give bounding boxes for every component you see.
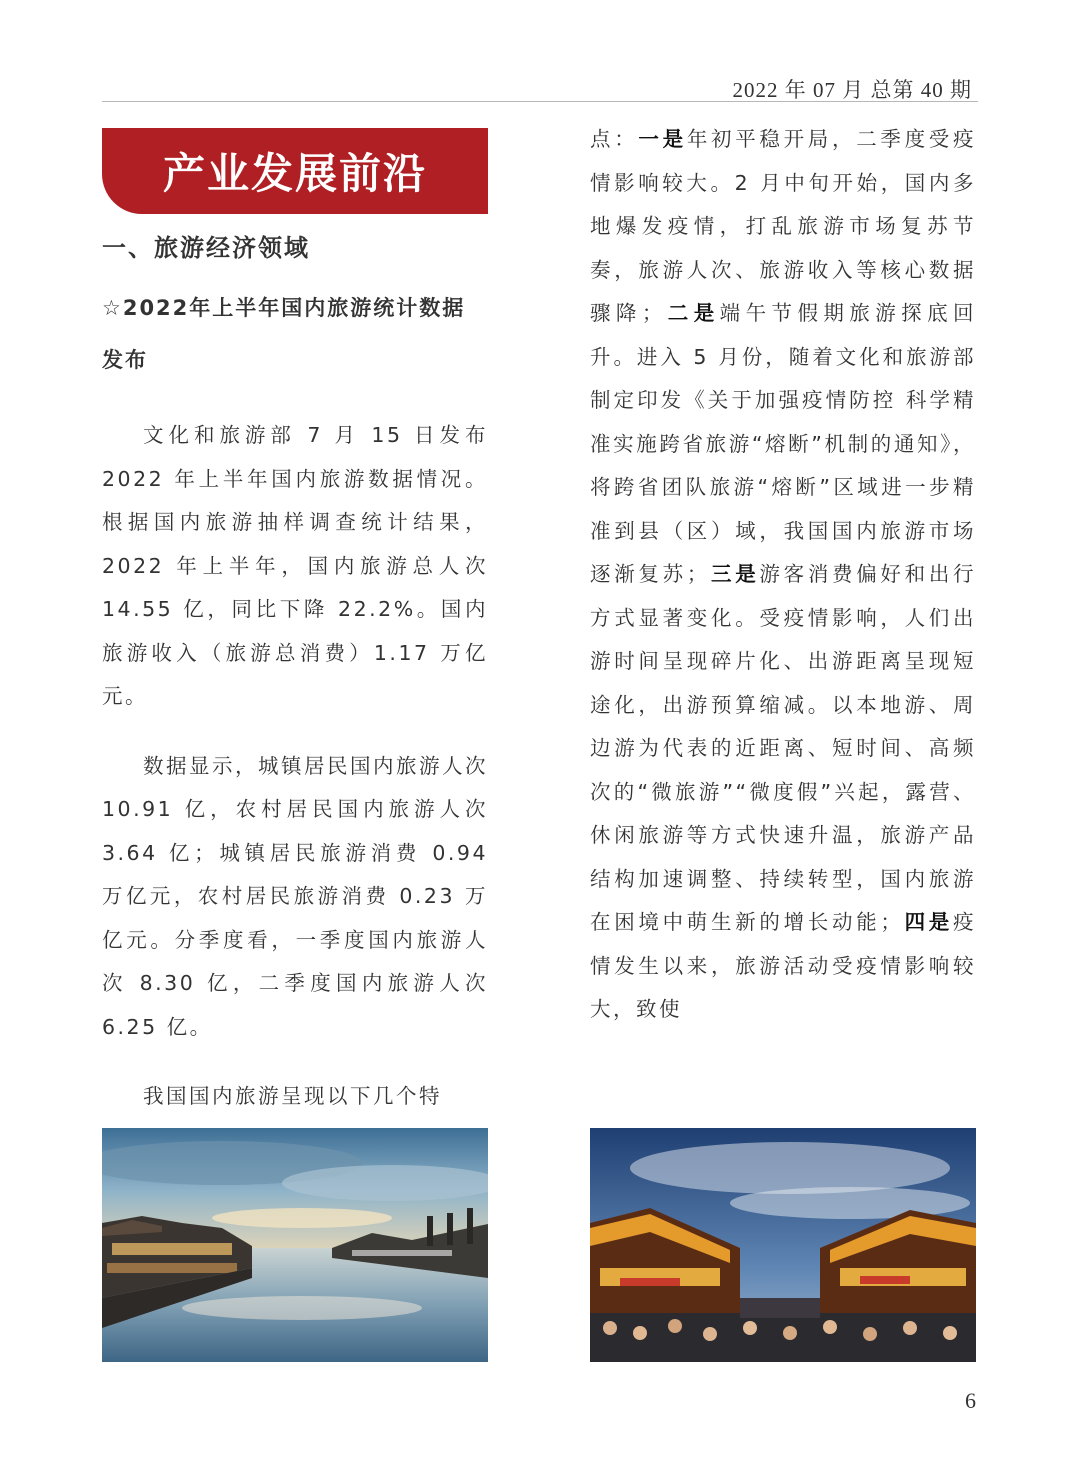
text-run: 点： (590, 127, 639, 151)
paragraph-2: 数据显示，城镇居民国内旅游人次 10.91 亿，农村居民国内旅游人次 3.64 亿；城镇居民旅游消费 0.94 万亿元，农村居民旅游消费 0.23 万亿元。分季度看，一季度国内旅游人次 8.30 亿，二季度国内旅游人次 6.25 亿。 (102, 753, 488, 1039)
article-title: ☆2022年上半年国内旅游统计数据发布 (102, 296, 466, 372)
paragraph-3-continued (590, 118, 976, 1032)
paragraph-1: 文化和旅游部 7 月 15 日发布 2022 年上半年国内旅游数据情况。根据国内旅游抽样调查统计结果，2022 年上半年，国内旅游总人次 14.55 亿，同比下降 22.2%。国内旅游收入（旅游总消费）1.17 万亿元。 (102, 423, 488, 708)
left-column (102, 224, 488, 1119)
issue-header: 2022 年 07 月 总第 40 期 (732, 78, 972, 102)
right-column (590, 118, 976, 1032)
text-run: 游客消费偏好和出行方式显著变化。受疫情影响，人们出游时间呈现碎片化、出游距离呈现短途化，出游预算缩减。以本地游、周边游为代表的近距离、短时间、高频次的“微旅游”“微度假”兴起，露营、休闲旅游等方式快速升温，旅游产品结构加速调整、持续转型，国内旅游在困境中萌生新的增长动能； (590, 562, 977, 934)
section-banner (102, 128, 488, 214)
text-run: 端午节假期旅游探底回升。进入 5 月份，随着文化和旅游部制定印发《关于加强疫情防控 科学精准实施跨省旅游“熔断”机制的通知》，将跨省团队旅游“熔断”区域进一步精准到县（区）域，我国国内旅游市场逐渐复苏； (590, 301, 977, 586)
point-four-marker: 四是 (903, 910, 954, 934)
text-run: 年初平稳开局，二季度受疫情影响较大。2 月中旬开始，国内多地爆发疫情，打乱旅游市场复苏节奏，旅游人次、旅游收入等核心数据骤降； (590, 127, 977, 325)
banner-title: 产业发展前沿 (162, 149, 427, 198)
text-run: 疫情发生以来，旅游活动受疫情影响较大，致使 (590, 910, 977, 1021)
point-three-marker: 三是 (709, 562, 760, 586)
point-two-marker: 二是 (664, 301, 720, 325)
header-divider (102, 101, 978, 102)
section-heading: 一、旅游经济领域 (102, 234, 310, 262)
water-town-photo (102, 1128, 488, 1362)
page-number: 6 (965, 1388, 976, 1413)
night-street-photo (590, 1128, 976, 1362)
paragraph-3-start: 我国国内旅游呈现以下几个特 (143, 1084, 442, 1108)
point-one-marker: 一是 (638, 127, 687, 151)
